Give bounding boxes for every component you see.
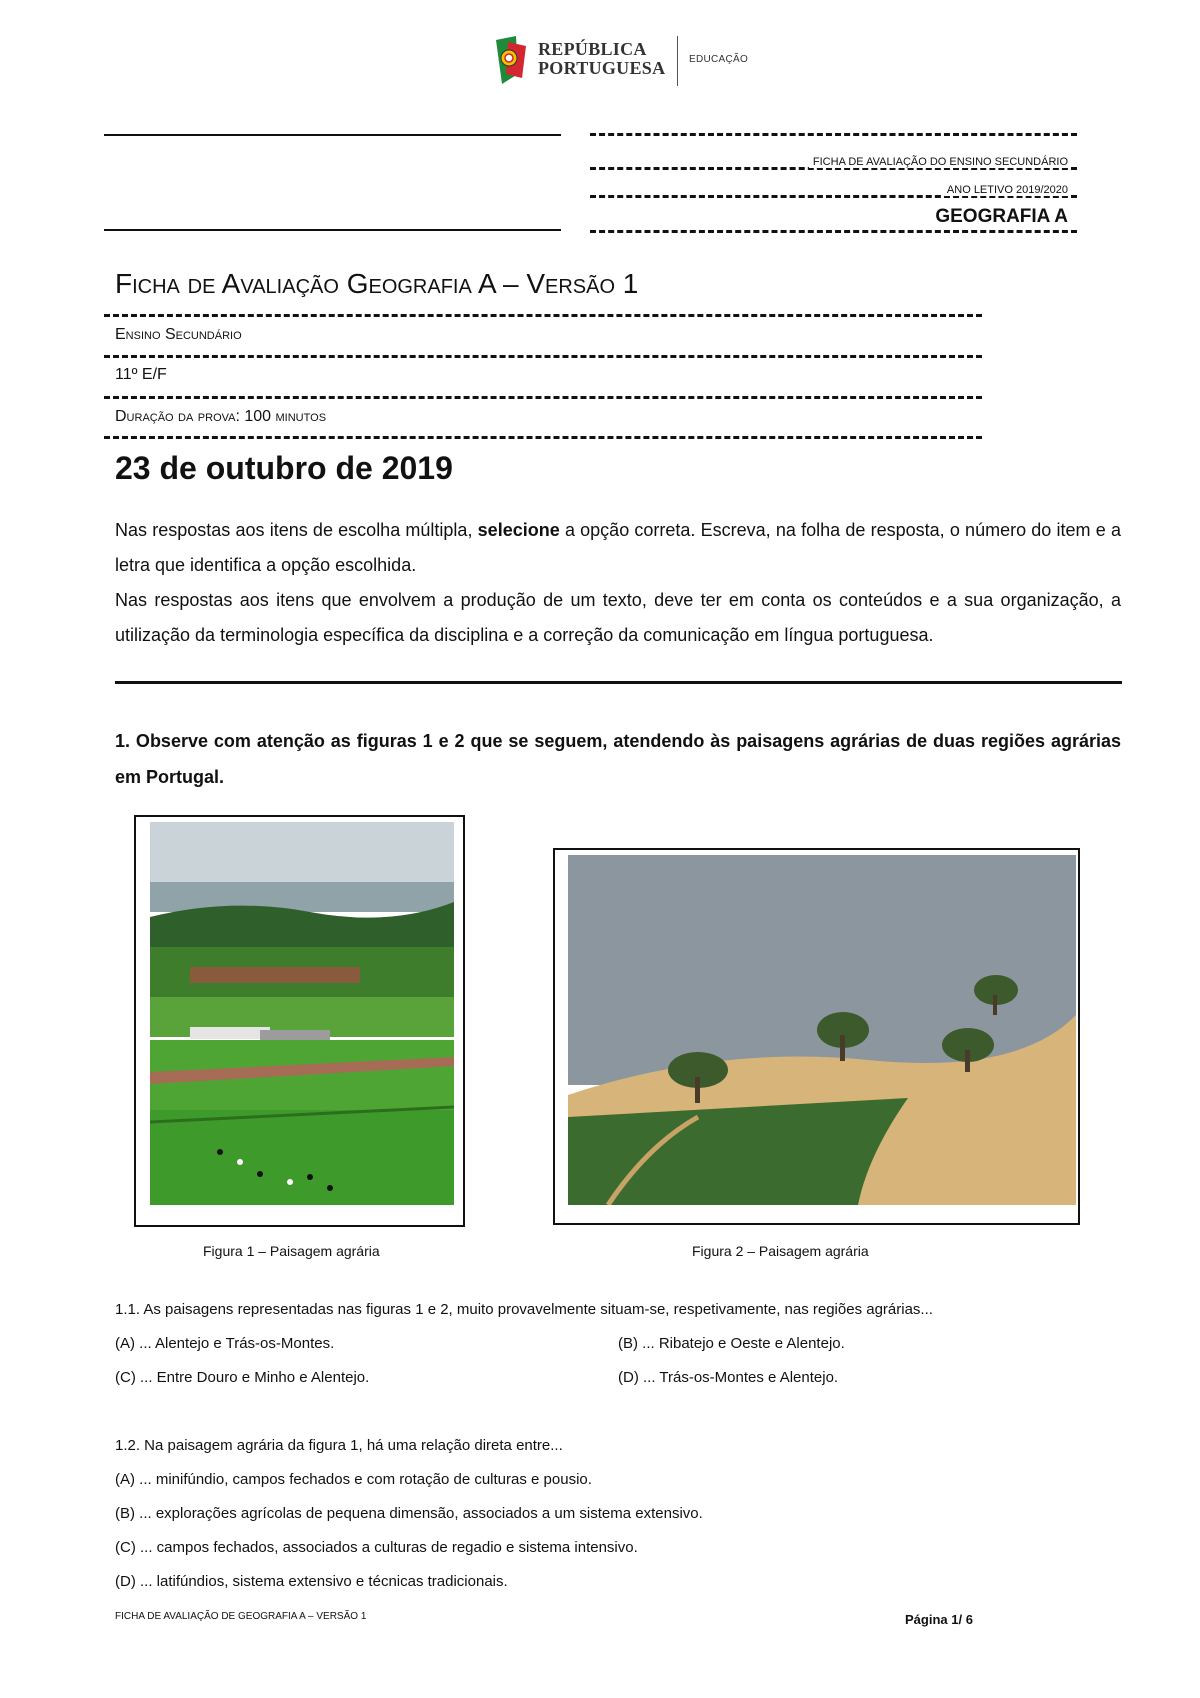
- question-1-1-option-d: (D) ... Trás-os-Montes e Alentejo.: [618, 1369, 839, 1386]
- question-1-2-option-c: (C) ... campos fechados, associados a culturas de regadio e sistema intensivo.: [115, 1539, 638, 1556]
- instructions-paragraph-1: [115, 513, 1121, 583]
- instructions-paragraph-2: Nas respostas aos itens que envolvem a produção de um texto, deve ter em conta os conteúdos e a sua organização, a utilização da terminologia específica da disciplina e a correção da comunicação em língua portuguesa.: [115, 590, 1121, 645]
- question-1-1-option-c: (C) ... Entre Douro e Minho e Alentejo.: [115, 1369, 370, 1386]
- footer-document-name: FICHA DE AVALIAÇÃO DE GEOGRAFIA A – VERSÃO 1: [115, 1611, 367, 1622]
- header-school-year: ANO LETIVO 2019/2020: [943, 184, 1068, 196]
- question-1-2-stem: 1.2. Na paisagem agrária da figura 1, há uma relação direta entre...: [115, 1437, 563, 1454]
- instructions-rule: [115, 681, 1122, 684]
- question-1-2-option-a: (A) ... minifúndio, campos fechados e com rotação de culturas e pousio.: [115, 1471, 592, 1488]
- title-rule-4: [104, 436, 982, 439]
- question-1: 1. Observe com atenção as figuras 1 e 2 que se seguem, atendendo às paisagens agrárias de duas regiões agrárias em Portugal.: [115, 731, 1121, 787]
- header-left-rule-bottom: [104, 229, 561, 231]
- exam-duration: Duração da prova: 100 minutos: [115, 408, 327, 425]
- question-1-1-stem: 1.1. As paisagens representadas nas figuras 1 e 2, muito provavelmente situam-se, respetivamente, nas regiões agrárias...: [115, 1301, 933, 1318]
- question-1-1-option-b: (B) ... Ribatejo e Oeste e Alentejo.: [618, 1335, 845, 1352]
- header-left-rule-top: [104, 134, 561, 136]
- instructions-p1-end: a opção correta. Escreva, na folha de resposta, o número do item e a letra que identifica a opção escolhida.: [115, 520, 1121, 575]
- page-title: Ficha de Avaliação Geografia A – Versão 1: [115, 268, 639, 299]
- instructions-p1-emphasis: selecione: [477, 520, 560, 540]
- header-right-rule-4: [590, 230, 1077, 233]
- question-1-2-option-d: (D) ... latifúndios, sistema extensivo e técnicas tradicionais.: [115, 1573, 508, 1590]
- title-rule-1: [104, 314, 982, 317]
- title-rule-3: [104, 396, 982, 399]
- footer-page-number: Página 1/ 6: [905, 1612, 973, 1627]
- figure-2-landscape-image: [568, 855, 1076, 1205]
- instructions-p1-start: Nas respostas aos itens de escolha múltipla,: [115, 520, 473, 540]
- header-subject: GEOGRAFIA A: [935, 206, 1068, 227]
- title-rule-2: [104, 355, 982, 358]
- question-1-1-option-a: (A) ... Alentejo e Trás-os-Montes.: [115, 1335, 335, 1352]
- education-level: Ensino Secundário: [115, 326, 242, 343]
- exam-date: 23 de outubro de 2019: [115, 450, 453, 486]
- logo-department: EDUCAÇÃO: [689, 54, 749, 65]
- question-1-2-option-b: (B) ... explorações agrícolas de pequena dimensão, associados a um sistema extensivo.: [115, 1505, 703, 1522]
- figure-2-caption: Figura 2 – Paisagem agrária: [692, 1243, 869, 1259]
- logo-separator: [677, 36, 678, 86]
- instructions: [115, 513, 1121, 653]
- header-right-rule-1: [590, 133, 1077, 136]
- header-form-type: FICHA DE AVALIAÇÃO DO ENSINO SECUNDÁRIO: [809, 156, 1068, 168]
- figure-1-caption: Figura 1 – Paisagem agrária: [203, 1243, 380, 1259]
- logo-line-1: REPÚBLICA: [538, 39, 647, 59]
- republica-portuguesa-logo-icon: [492, 34, 528, 86]
- class-label: 11º E/F: [115, 366, 167, 383]
- figure-1-landscape-image: [150, 822, 454, 1205]
- logo-line-2: PORTUGUESA: [538, 58, 666, 78]
- logo-wordmark: [538, 40, 665, 78]
